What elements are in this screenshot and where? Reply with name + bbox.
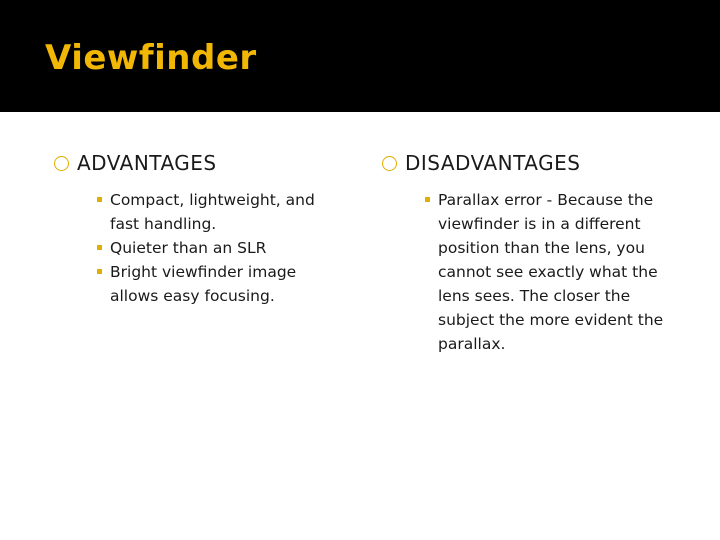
disadvantages-list — [382, 188, 692, 356]
slide-title: Viewfinder — [45, 38, 257, 78]
advantages-list — [54, 188, 354, 308]
list-item — [110, 260, 340, 308]
list-item-text: Quieter than an SLR — [110, 239, 267, 257]
list-item-text: Parallax error - Because the viewfinder is in a different position than the lens, you cannot see exactly what the lens sees. The closer the subject the more evident the parallax. — [438, 191, 664, 353]
list-item — [110, 236, 340, 260]
disadvantages-heading-label: DISADVANTAGES — [405, 151, 581, 175]
list-item-text: Compact, lightweight, and fast handling. — [110, 191, 315, 233]
disadvantages-heading — [382, 150, 692, 176]
circle-bullet-icon — [54, 156, 69, 171]
square-bullet-icon — [97, 269, 102, 274]
advantages-heading-label: ADVANTAGES — [77, 151, 217, 175]
advantages-heading — [54, 150, 354, 176]
title-bar — [0, 0, 720, 112]
square-bullet-icon — [425, 197, 430, 202]
disadvantages-section — [382, 150, 692, 356]
list-item — [110, 188, 340, 236]
square-bullet-icon — [97, 197, 102, 202]
circle-bullet-icon — [382, 156, 397, 171]
square-bullet-icon — [97, 245, 102, 250]
advantages-section — [54, 150, 354, 308]
list-item — [438, 188, 674, 356]
list-item-text: Bright viewfinder image allows easy focusing. — [110, 263, 297, 305]
